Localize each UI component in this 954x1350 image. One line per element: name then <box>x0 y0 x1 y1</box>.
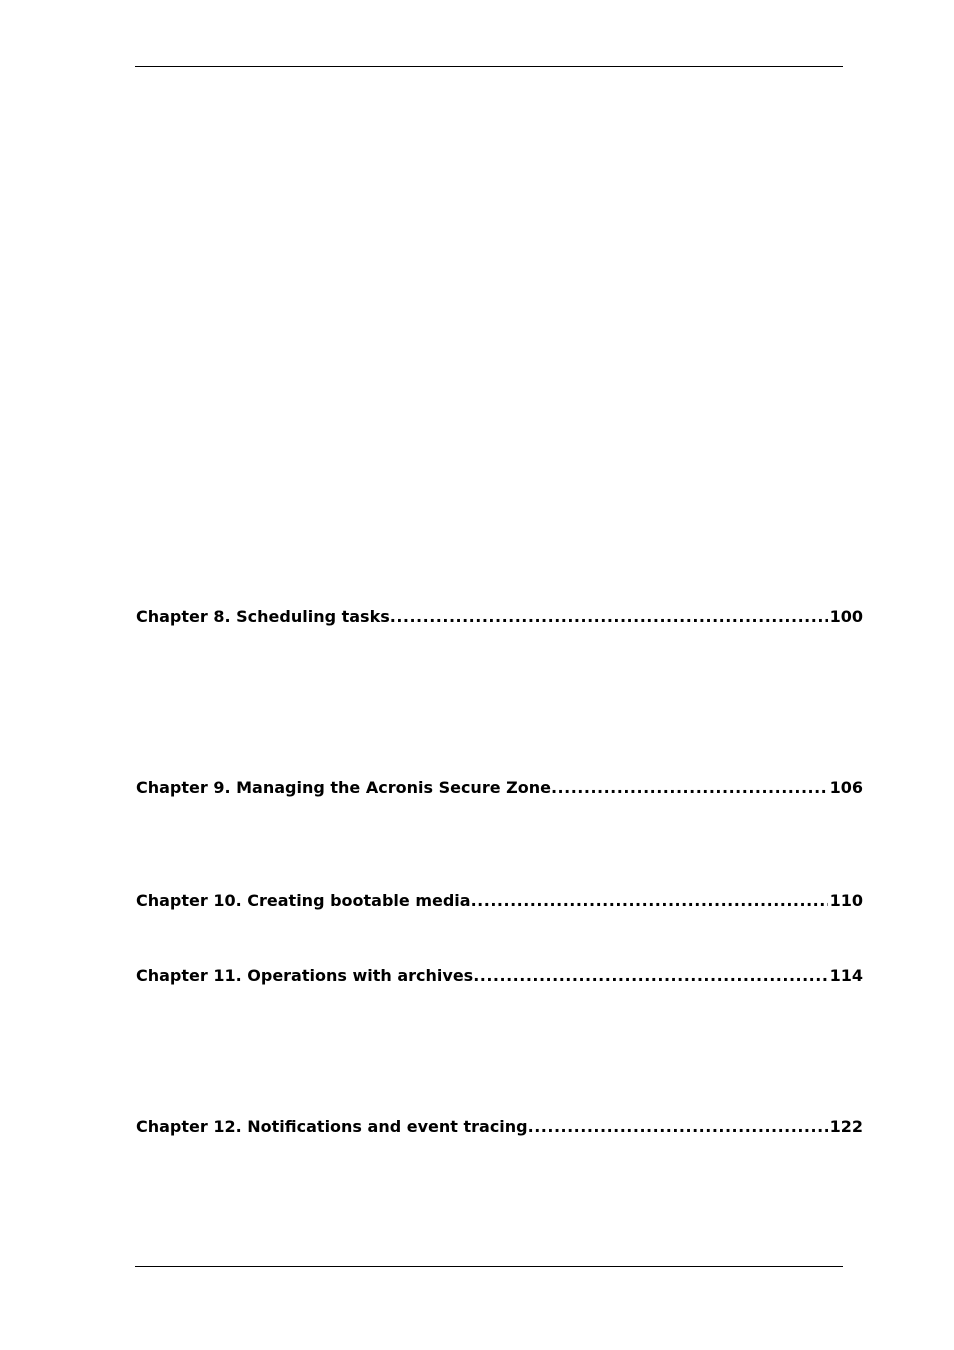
toc-entry-page: 106 <box>829 778 863 797</box>
toc-entry-title: Chapter 8. Scheduling tasks <box>136 607 390 626</box>
toc-entry-title: Chapter 11. Operations with archives <box>136 966 474 985</box>
toc-entry-chapter-12[interactable] <box>136 1117 863 1137</box>
toc-dot-leader <box>528 1117 828 1137</box>
toc-entry-chapter-8[interactable] <box>136 607 863 627</box>
toc-entry-page: 100 <box>829 607 863 626</box>
toc-entry-title: Chapter 9. Managing the Acronis Secure Zone <box>136 778 551 797</box>
footer-rule <box>135 1266 843 1267</box>
toc-dot-leader <box>551 778 828 798</box>
header-rule <box>135 66 843 67</box>
toc-entry-page: 110 <box>829 891 863 910</box>
toc-entry-page: 122 <box>829 1117 863 1136</box>
toc-entry-title: Chapter 12. Notifications and event tracing <box>136 1117 528 1136</box>
toc-entry-chapter-11[interactable] <box>136 966 863 986</box>
toc-dot-leader <box>390 607 828 627</box>
toc-entry-chapter-9[interactable] <box>136 778 863 798</box>
toc-entry-chapter-10[interactable] <box>136 891 863 911</box>
toc-dot-leader <box>473 966 827 986</box>
toc-dot-leader <box>471 891 828 911</box>
toc-entry-title: Chapter 10. Creating bootable media <box>136 891 471 910</box>
toc-entry-page: 114 <box>829 966 863 985</box>
